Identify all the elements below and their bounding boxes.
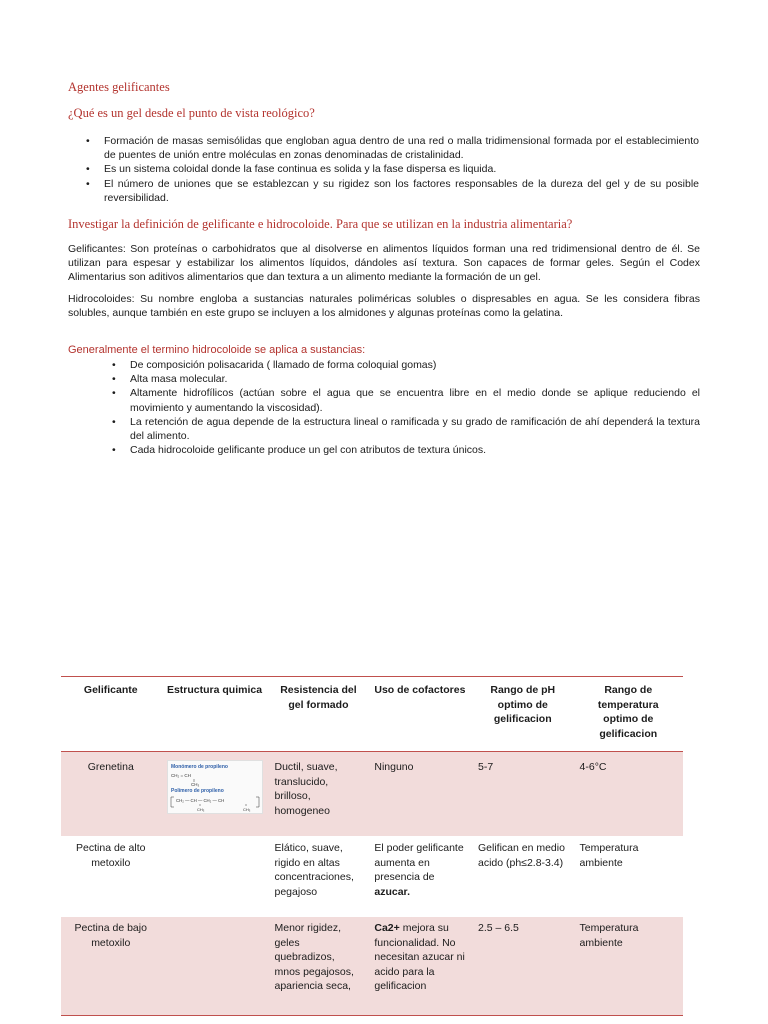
list-item: • Altamente hidrofílicos (actúan sobre el agua que se encuentra libre en el medio donde se aplique reduciendo el movimiento y aumentando la viscosidad). (112, 386, 700, 414)
list-item: • Alta masa molecular. (112, 372, 700, 386)
hidrocoloides-paragraph: Hidrocoloides: Su nombre engloba a sustancias naturales poliméricas solubles o dispresables en agua. Se les considera fibras solubles, aunque también en este grupo se incluyen a los almidones y algunas proteínas como la gelatina. (68, 293, 700, 320)
gelificante-cell: Pectina de bajo metoxilo (61, 917, 161, 1016)
cofactores-cell (368, 836, 472, 917)
structure-cell (161, 752, 269, 837)
table-row (61, 752, 683, 837)
column-header: Resistencia del gel formado (280, 684, 357, 711)
list-item: • Cada hidrocoloide gelificante produce un gel con atributos de textura únicos. (112, 443, 700, 457)
list-item: • Formación de masas semisólidas que engloban agua dentro de una red o malla tridimensional formada por el establecimiento de puentes de unión entre moléculas en zonas denominadas de cristalinidad. (86, 134, 699, 162)
cofactores-cell: Ninguno (368, 752, 472, 837)
temperature-cell: Temperatura ambiente (574, 917, 683, 1016)
table-header-row (61, 677, 683, 752)
cofactores-text: El poder gelificante aumenta en presencia de (374, 842, 464, 884)
section-title: Agentes gelificantes (68, 80, 170, 94)
resistencia-cell: Elático, suave, rigido en altas concentraciones, pegajoso (274, 842, 354, 898)
structure-cell (161, 836, 269, 917)
svg-text:CH₂ = CH: CH₂ = CH (170, 773, 191, 778)
cofactores-cell (368, 917, 472, 1016)
list-item: • De composición polisacarida ( llamado de forma coloquial gomas) (112, 358, 700, 372)
table-row (61, 917, 683, 1016)
svg-text:CH₃: CH₃ (190, 782, 199, 787)
cofactores-text: mejora su funcionalidad. No necesitan azucar ni acido para la gelificacion (374, 922, 465, 993)
column-header: Gelificante (83, 684, 138, 696)
temperature-cell: Temperatura ambiente (579, 842, 639, 869)
gelificante-cell: Grenetina (61, 752, 161, 837)
svg-text:CH₃: CH₃ (196, 807, 204, 812)
svg-text:CH₃: CH₃ (242, 807, 250, 812)
list-item: • El número de uniones que se establezcan y su rigidez son los factores responsables de la dureza del gel y de su posible reversibilidad. (86, 177, 699, 205)
structure-label-top: Monómero de propileno (170, 764, 228, 770)
temperature-cell: 4-6°C (574, 752, 683, 837)
rheology-list (86, 134, 699, 205)
column-header: Estructura quimica (166, 684, 263, 696)
list-item: • Es un sistema coloidal donde la fase continua es solida y la fase dispersa es liquida. (86, 162, 699, 176)
rheology-question: ¿Qué es un gel desde el punto de vista reológico? (68, 106, 315, 120)
hidrocoloide-list (112, 358, 700, 457)
structure-cell (161, 917, 269, 1016)
investigate-heading: Investigar la definición de gelificante e hidrocoloide. Para que se utilizan en la industria alimentaria? (68, 217, 573, 231)
resistencia-cell: Ductil, suave, translucido, brilloso, homogeneo (269, 752, 369, 837)
resistencia-cell: Menor rigidez, geles quebradizos, mnos pegajosos, apariencia seca, (269, 917, 369, 1016)
column-header: Rango de temperatura optimo de gelificacion (597, 684, 659, 740)
gelling-agents-table (61, 676, 683, 1016)
list-item: • La retención de agua depende de la estructura lineal o ramificada y su grado de ramificación de ahí dependerá la textura del alimento. (112, 415, 700, 443)
svg-text:CH₂ — CH — CH₂ — CH: CH₂ — CH — CH₂ — CH (175, 798, 224, 803)
column-header: Rango de pH optimo de gelificacion (490, 684, 556, 726)
ph-cell: Gelifican en medio acido (ph≤2.8-3.4) (477, 842, 565, 869)
table-row (61, 836, 683, 917)
ph-cell: 5-7 (472, 752, 574, 837)
gelificantes-paragraph: Gelificantes: Son proteínas o carbohidratos que al disolverse en alimentos líquidos forman una red tridimensional dentro de él. Se utilizan para espesar y estabilizar los alimentos líquidos, dándoles así textura. Son capaces de formar geles. Según el Codex Alimentarius son aditivos alimentarios que dan textura a un alimento mediante la formación de un gel. (68, 243, 700, 284)
structure-label-bottom: Polímero de propileno (170, 788, 224, 794)
cofactores-bold: Ca2+ (374, 922, 400, 934)
hidrocoloide-heading: Generalmente el termino hidrocoloide se aplica a sustancias: (68, 344, 366, 356)
cofactores-bold: azucar. (374, 885, 410, 898)
column-header: Uso de cofactores (374, 684, 466, 696)
propylene-structure-image (167, 760, 263, 814)
ph-cell: 2.5 – 6.5 (472, 917, 574, 1016)
gelificante-cell: Pectina de alto metoxilo (76, 842, 146, 869)
